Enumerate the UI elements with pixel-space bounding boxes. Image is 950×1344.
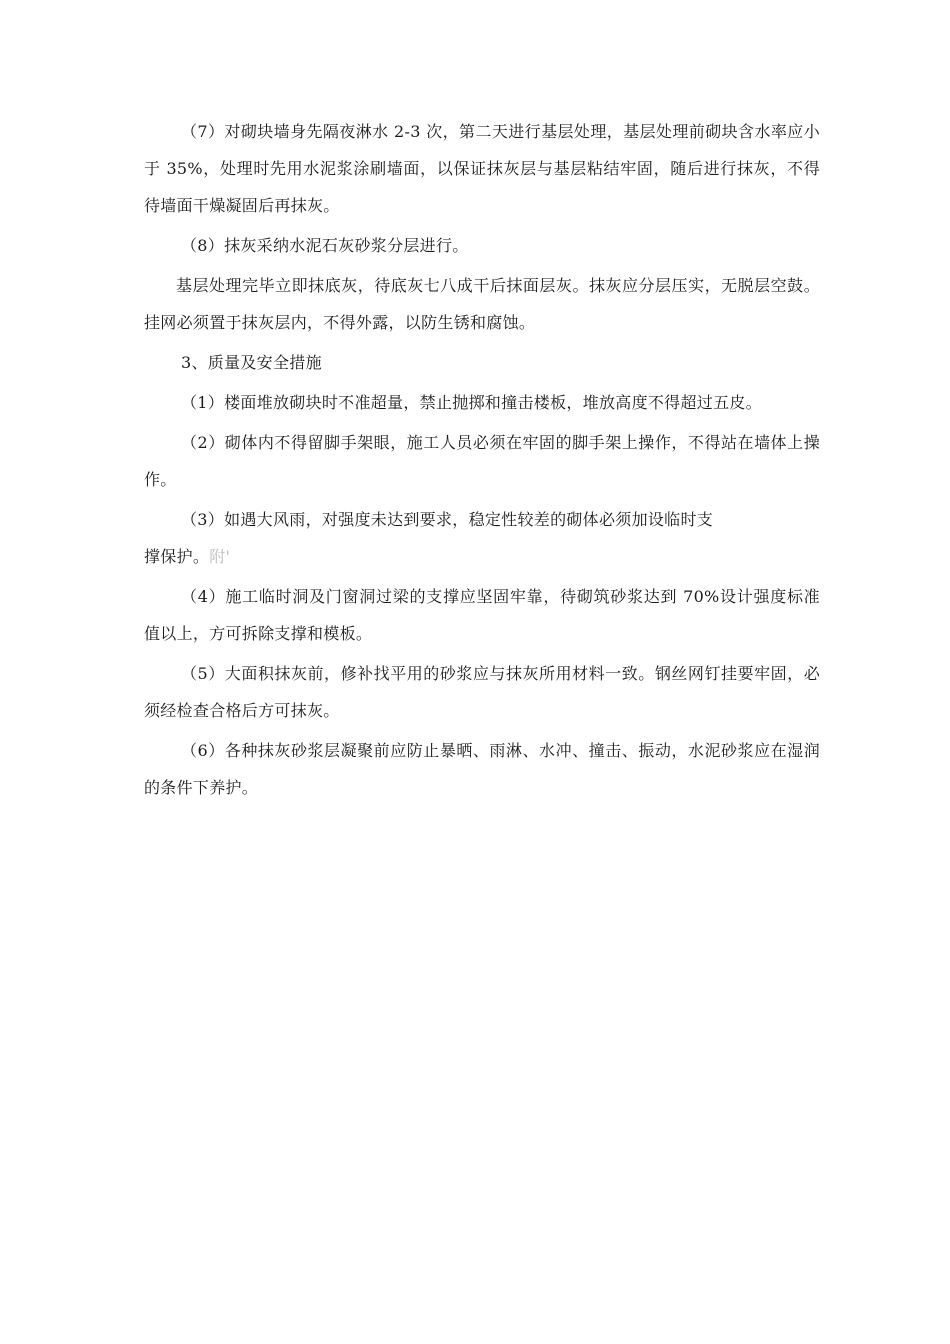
paragraph-item-3-line-2: 撑保护。 (144, 547, 210, 566)
paragraph-item-3 (144, 501, 820, 575)
paragraph-item-8: （8）抹灰采纳水泥石灰砂浆分层进行。 (181, 236, 469, 255)
paragraph-item-7: （7）对砌块墙身先隔夜淋水 2-3 次，第二天进行基层处理，基层处理前砌块含水率应小于 35%，处理时先用水泥浆涂刷墙面，以保证抹灰层与基层粘结牢固，随后进行抹灰，不得待墙面干燥凝固后再抹灰。 (144, 122, 820, 215)
paragraph-item-1: （1）楼面堆放砌块时不准超量，禁止抛掷和撞击楼板，堆放高度不得超过五皮。 (181, 393, 762, 412)
paragraph-item-4: （4）施工临时洞及门窗洞过梁的支撑应坚固牢靠，待砌筑砂浆达到 70%设计强度标准值以上，方可拆除支撑和模板。 (144, 587, 820, 643)
document-page (144, 113, 820, 806)
section-heading-quality-safety: 3、质量及安全措施 (181, 353, 322, 372)
paragraph-base-treatment: 基层处理完毕立即抹底灰，待底灰七八成干后抹面层灰。抹灰应分层压实，无脱层空鼓。挂网必须置于抹灰层内，不得外露，以防生锈和腐蚀。 (144, 276, 820, 332)
paragraph-item-6: （6）各种抹灰砂浆层凝聚前应防止暴晒、雨淋、水冲、撞击、振动，水泥砂浆应在湿润的条件下养护。 (144, 741, 820, 797)
paragraph-item-2: （2）砌体内不得留脚手架眼，施工人员必须在牢固的脚手架上操作，不得站在墙体上操作。 (144, 433, 820, 489)
paragraph-item-5: （5）大面积抹灰前，修补找平用的砂浆应与抹灰所用材料一致。钢丝网钉挂要牢固，必须经检查合格后方可抹灰。 (144, 664, 820, 720)
faint-annotation: 附' (209, 547, 231, 566)
paragraph-item-3-line-1: （3）如遇大风雨，对强度未达到要求，稳定性较差的砌体必须加设临时支 (181, 510, 714, 529)
